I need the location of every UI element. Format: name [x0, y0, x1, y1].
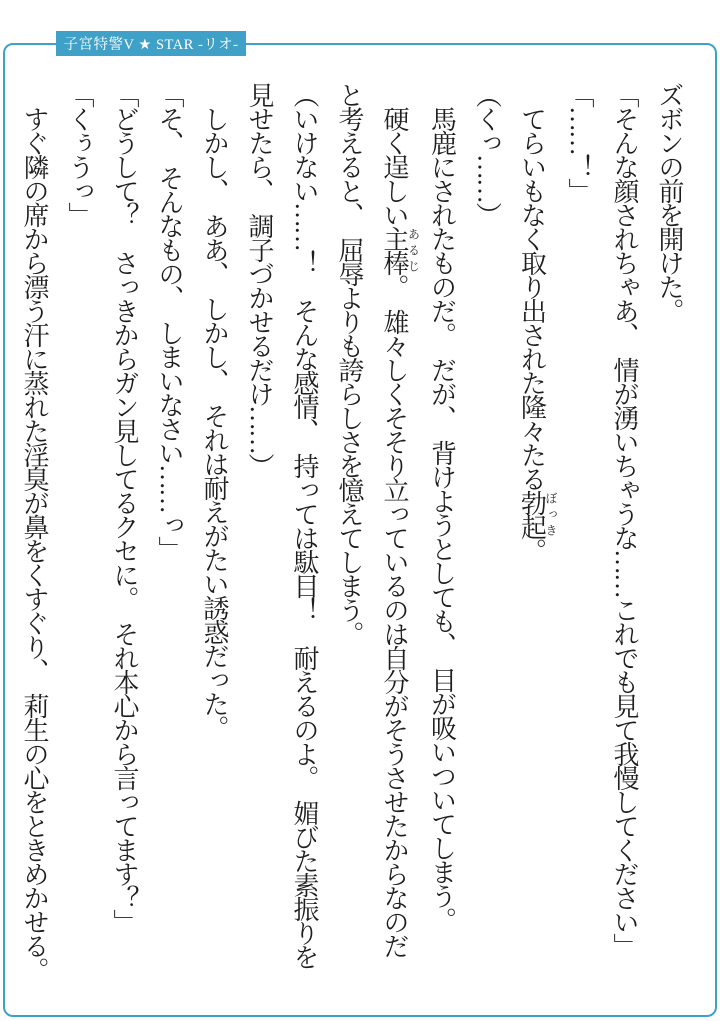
- text-column: てらいもなく取り出された隆々たる勃起ぼっき。: [517, 82, 558, 562]
- text-column: しかし、 ああ、 しかし、 それは耐えがたい誘惑だった。: [200, 82, 229, 739]
- text-column: 「くぅうっ」: [65, 82, 94, 226]
- text-column: すぐ隣の席から漂う汗に蒸れた淫臭が鼻をくすぐり、 莉生の心をときめかせる。: [20, 82, 49, 981]
- text-column: 硬く逞しい主棒あるじ。 雄々しくそそり立っているのは自分がそうさせたからなのだ: [380, 82, 421, 957]
- series-title-banner: [56, 31, 246, 56]
- text-column: 見せたら、 調子づかせるだけ……）: [245, 82, 274, 477]
- series-title: 子宮特警V ★ STAR -リオ-: [63, 37, 239, 53]
- ruby-annotated-word: 勃起ぼっき: [517, 490, 558, 538]
- text-column: ズボンの前を開けた。: [655, 82, 684, 322]
- text-column: 「どうして？ さっきからガン見してるクセに。 それ本心から言ってます？」: [110, 82, 139, 933]
- text-column: 馬鹿にされたものだ。 だが、 背けようとしても、 目が吸いついてしまう。: [427, 82, 457, 931]
- text-column: 「そんな顔されちゃあ、 情が湧いちゃうな……これでも見て我慢してください」: [610, 82, 639, 957]
- text-column: （くっ……）: [472, 82, 502, 226]
- text-column: 「そ、 そんなもの、 しまいなさい……っ」: [155, 82, 184, 560]
- text-column: （いけない……！ そんな感情、 持っては駄目！ 耐えるのよ。 媚びた素振りを: [290, 82, 319, 968]
- ruby-annotated-word: 主棒あるじ: [380, 226, 421, 274]
- text-column: と考えると、 屈辱よりも誇らしさを憶えてしまう。: [335, 82, 364, 645]
- novel-text-columns: [12, 82, 692, 994]
- text-column: 「……！」: [565, 82, 594, 202]
